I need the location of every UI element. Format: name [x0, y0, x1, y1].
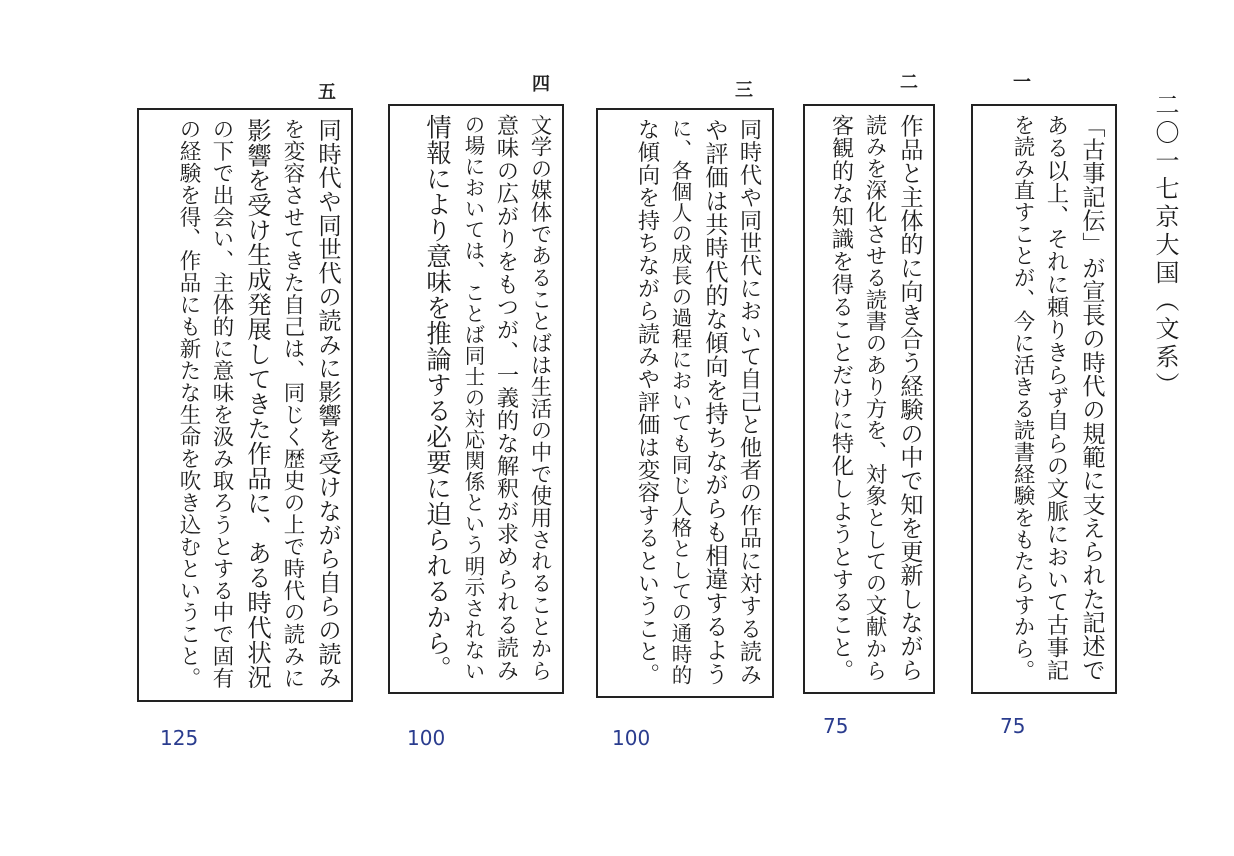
score-1: 75 — [1000, 714, 1026, 738]
score-5: 125 — [160, 726, 199, 750]
answer-3-line-4: な傾向を持ちながら読みや評価は変容するということ。 — [634, 118, 660, 686]
answer-2-line-3: 客観的な知識を得ることだけに特化しようとすること。 — [828, 114, 854, 682]
answer-4-line-3: の場においては、ことば同士の対応関係という明示されない — [461, 114, 485, 682]
answer-box-3 — [596, 108, 774, 698]
answer-number-1: 一 — [1013, 72, 1031, 93]
score-3: 100 — [612, 726, 651, 750]
answer-1-line-3: を読み直すことが、今に活きる読書経験をもたらすから。 — [1010, 114, 1035, 682]
exam-title: 二〇一七京大国（文系） — [1151, 92, 1179, 400]
answer-1-line-1: 「古事記伝」が宣長の時代の規範に支えられた記述で — [1078, 114, 1104, 682]
answer-number-4: 四 — [532, 74, 550, 95]
answer-5-line-3: 影響を受け生成発展してきた作品に、ある時代状況 — [243, 118, 272, 690]
answer-5-line-5: の経験を得、作品にも新たな生命を吹き込むということ。 — [176, 118, 201, 690]
answer-4-line-2: 意味の広がりをもつが、一義的な解釈が求められる読み — [493, 114, 519, 682]
answer-box-4 — [388, 104, 564, 694]
answer-box-2 — [803, 104, 935, 694]
answer-3-line-1: 同時代や同世代において自己と他者の作品に対する読み — [736, 118, 762, 686]
answer-2-line-1: 作品と主体的に向き合う経験の中で知を更新しながら — [896, 114, 922, 682]
answer-number-5: 五 — [318, 82, 336, 103]
answer-number-3: 三 — [735, 80, 753, 101]
answer-5-line-2: を変容させてきた自己は、同じく歴史の上で時代の読みに — [280, 118, 305, 690]
answer-3-line-3: に、各個人の成長の過程においても同じ人格としての通時的 — [668, 118, 692, 686]
answer-number-2: 二 — [900, 72, 918, 93]
answer-4-line-1: 文学の媒体であることばは生活の中で使用されることから — [527, 114, 552, 682]
answer-box-1 — [971, 104, 1117, 694]
answer-2-line-2: 読みを深化させる読書のあり方を、対象としての文献から — [862, 114, 887, 682]
answer-3-line-2: や評価は共時代的な傾向を持ちながらも相違するよう — [701, 118, 727, 686]
answer-1-line-2: ある以上、それに頼りきらず自らの文脈において古事記 — [1043, 114, 1069, 682]
score-4: 100 — [407, 726, 446, 750]
answer-5-line-4: の下で出会い、主体的に意味を汲み取ろうとする中で固有 — [209, 118, 234, 690]
answer-box-5 — [137, 108, 353, 702]
answer-4-line-4: 情報により意味を推論する必要に迫られるから。 — [423, 114, 452, 682]
score-2: 75 — [823, 714, 849, 738]
answer-5-line-1: 同時代や同世代の読みに影響を受けながら自らの読み — [314, 118, 341, 690]
